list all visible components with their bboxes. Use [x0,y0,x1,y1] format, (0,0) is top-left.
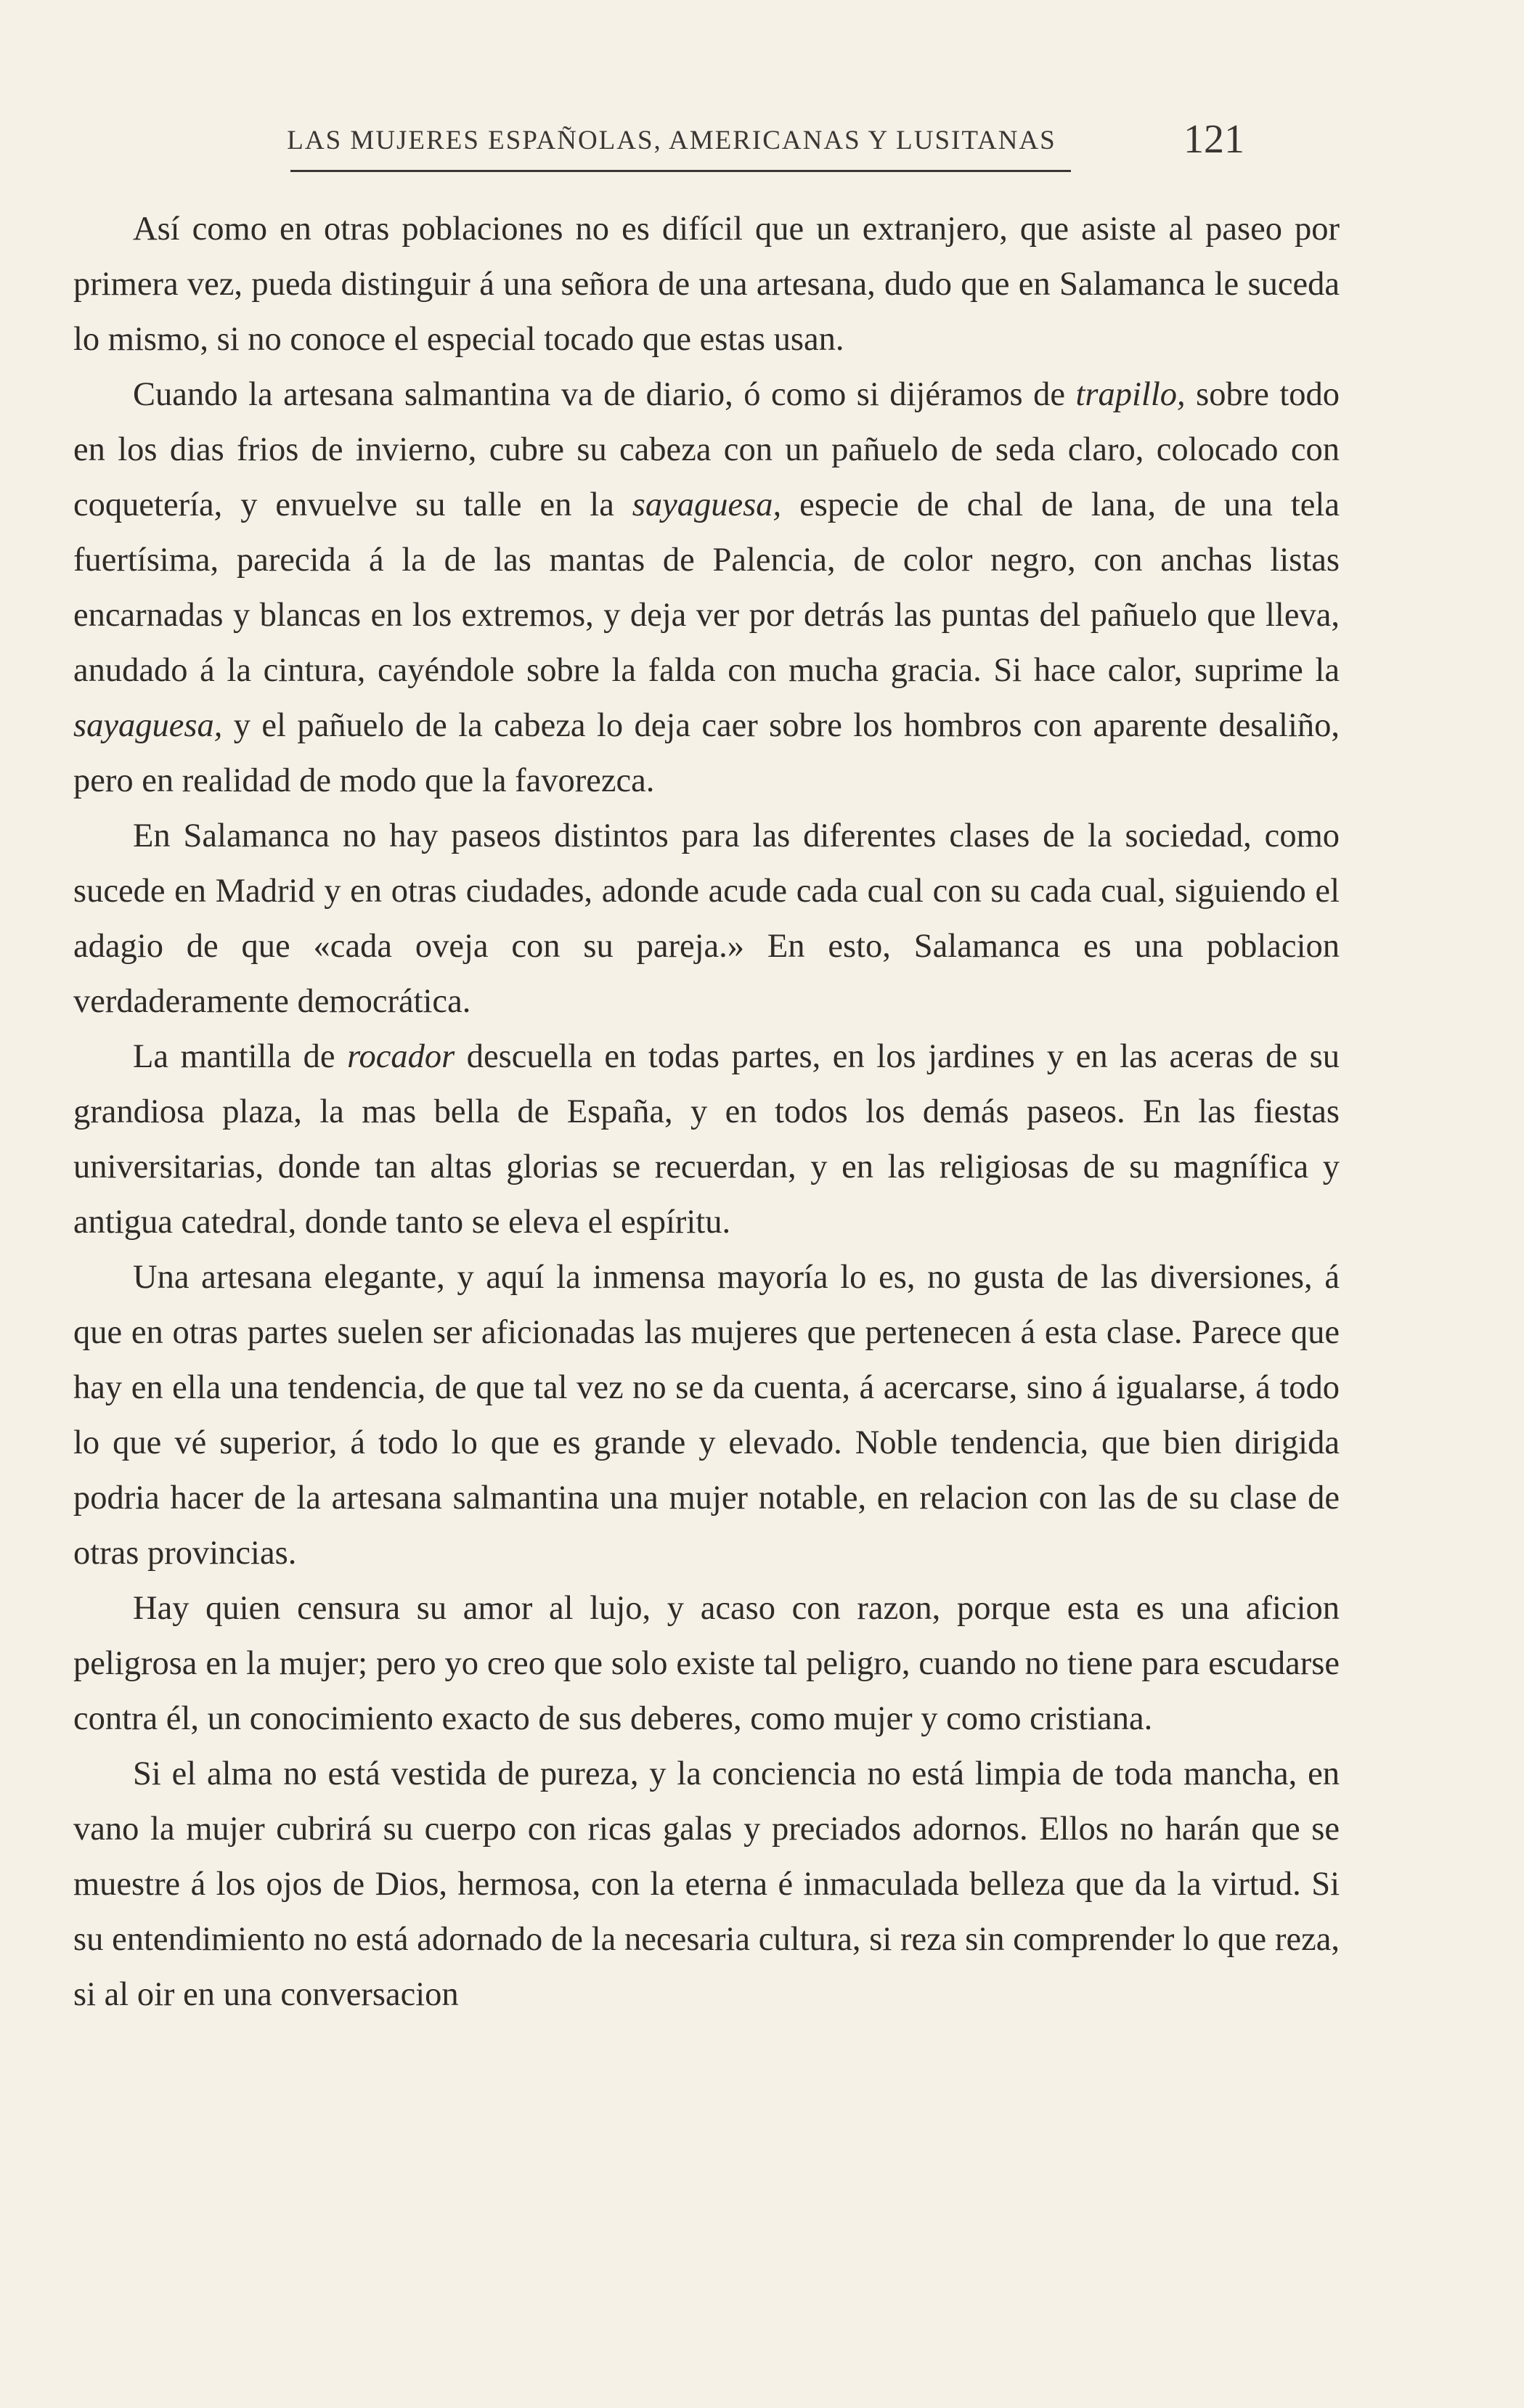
text-run: Cuando la artesana salmantina va de diario, ó como si dijéramos de [133,376,1076,413]
paragraph [73,1250,1340,1581]
text-run: descuella en todas partes, en los jardines y en las aceras de su grandiosa plaza, la mas bella de España, y en todos los demás paseos. En las fiestas universitarias, donde tan altas glorias se recuerdan, y en las religiosas de su magnífica y antigua catedral, donde tanto se eleva el espíritu. [73,1038,1340,1241]
paragraph [73,202,1340,367]
paragraph [73,367,1340,809]
italic-term: sayaguesa, [632,486,782,523]
text-run: La mantilla de [133,1038,348,1075]
text-run: Hay quien censura su amor al lujo, y acaso con razon, porque esta es una aficion peligrosa en la mujer; pero yo creo que solo existe tal peligro, cuando no tiene para escudarse contra él, un conocimiento exacto de sus deberes, como mujer y como cristiana. [73,1590,1340,1737]
page-number: 121 [1183,117,1244,162]
text-run: En Salamanca no hay paseos distintos para las diferentes clases de la sociedad, como sucede en Madrid y en otras ciudades, adonde acude cada cual con su cada cual, siguiendo el adagio de que «cada oveja con su pareja.» En esto, Salamanca es una poblacion verdaderamente democrática. [73,817,1340,1020]
paragraph [73,809,1340,1029]
header-rule [290,170,1071,172]
text-run: y el pañuelo de la cabeza lo deja caer sobre los hombros con aparente desaliño, pero en realidad de modo que la favorezca. [73,707,1340,799]
text-run: Si el alma no está vestida de pureza, y la conciencia no está limpia de toda mancha, en vano la mujer cubrirá su cuerpo con ricas galas y preciados adornos. Ellos no harán que se muestre á los ojos de Dios, hermosa, con la eterna é inmaculada belleza que da la virtud. Si su entendimiento no está adornado de la necesaria cultura, si reza sin comprender lo que reza, si al oir en una conversacion [73,1755,1340,2013]
text-run: Así como en otras poblaciones no es difícil que un extranjero, que asiste al paseo por primera vez, pueda distinguir á una señora de una artesana, dudo que en Salamanca le suceda lo mismo, si no conoce el especial tocado que estas usan. [73,211,1340,358]
text-run: Una artesana elegante, y aquí la inmensa mayoría lo es, no gusta de las diversiones, á que en otras partes suelen ser aficionadas las mujeres que pertenecen á esta clase. Parece que hay en ella una tendencia, de que tal vez no se da cuenta, á acercarse, sino á igualarse, á todo lo que vé superior, á todo lo que es grande y elevado. Noble tendencia, que bien dirigida podria hacer de la artesana salmantina una mujer notable, en relacion con las de su clase de otras provincias. [73,1259,1340,1572]
paragraph [73,1747,1340,2023]
text-run: especie de chal de lana, de una tela fuertísima, parecida á la de las mantas de Palencia, de color negro, con anchas listas encarnadas y blancas en los extremos, y deja ver por detrás las puntas del pañuelo que lleva, anudado á la cintura, cayéndole sobre la falda con mucha gracia. Si hace calor, suprime la [73,486,1340,689]
body-text [73,202,1340,2023]
paragraph [73,1029,1340,1250]
paragraph [73,1581,1340,1747]
page-header [0,0,1524,196]
running-title: LAS MUJERES ESPAÑOLAS, AMERICANAS Y LUSITANAS [287,126,1056,155]
italic-term: trapillo, [1075,376,1186,413]
italic-term: rocador [347,1038,455,1075]
italic-term: sayaguesa, [73,707,223,744]
text-run: sobre todo en los dias frios de invierno, cubre su cabeza con un pañuelo de seda claro, colocado con coquetería, y envuelve su talle en la [73,376,1340,523]
